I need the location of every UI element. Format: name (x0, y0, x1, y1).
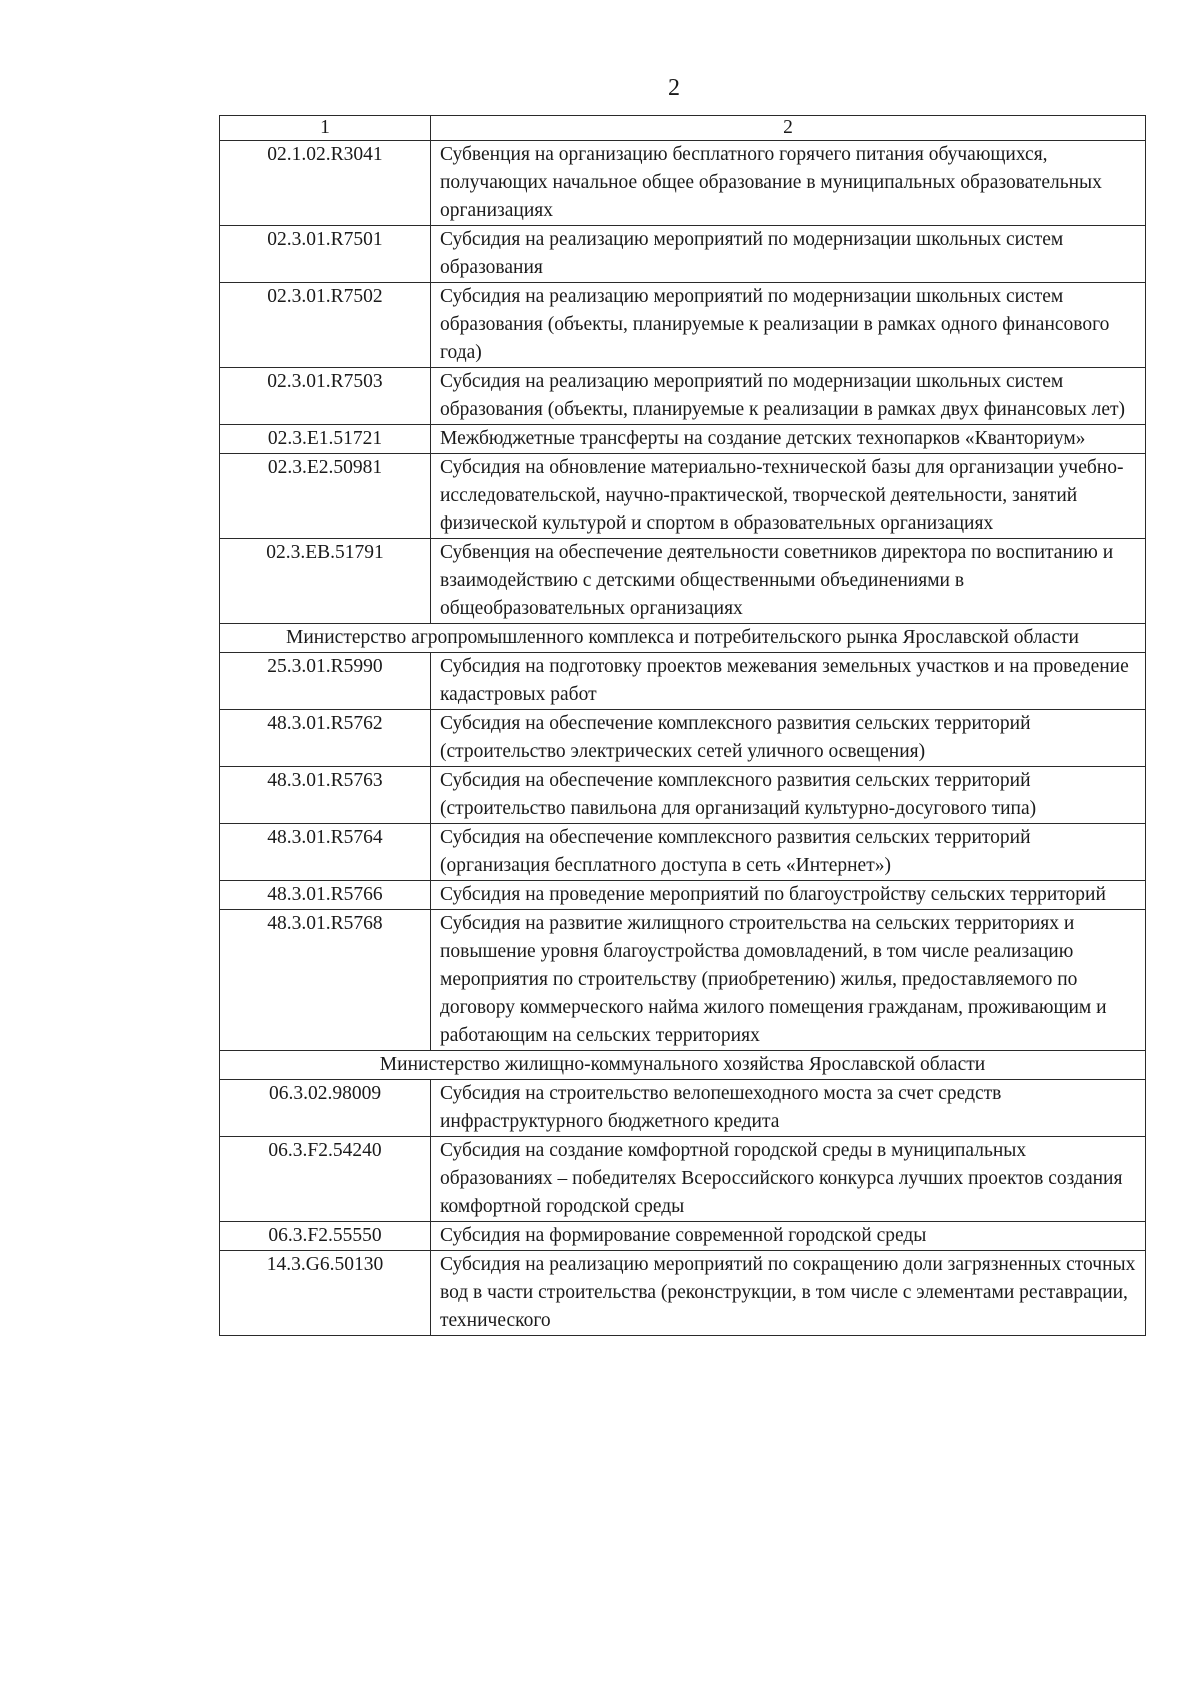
classification-code: 06.3.02.98009 (220, 1080, 431, 1137)
classification-code: 48.3.01.R5764 (220, 824, 431, 881)
table-row (220, 767, 1146, 824)
column-header-code: 1 (220, 116, 431, 141)
table-row (220, 226, 1146, 283)
table-row (220, 425, 1146, 454)
classification-code: 02.3.01.R7502 (220, 283, 431, 368)
classification-description: Субсидия на обновление материально-технической базы для организации учебно-исследовательской, научно-практической, творческой деятельности, занятий физической культурой и спортом в образовательных организациях (431, 454, 1146, 539)
table-row (220, 1222, 1146, 1251)
classification-description: Субсидия на реализацию мероприятий по модернизации школьных систем образования (объекты, планируемые к реализации в рамках двух финансовых лет) (431, 368, 1146, 425)
table-row (220, 368, 1146, 425)
classification-code: 02.1.02.R3041 (220, 141, 431, 226)
budget-classification-table (219, 115, 1146, 1336)
table-body (220, 141, 1146, 1336)
classification-description: Субсидия на реализацию мероприятий по сокращению доли загрязненных сточных вод в части строительства (реконструкции, в том числе с элементами реставрации, технического (431, 1251, 1146, 1336)
page-number: 2 (668, 75, 680, 101)
classification-description: Субсидия на обеспечение комплексного развития сельских территорий (строительство павильона для организаций культурно-досугового типа) (431, 767, 1146, 824)
column-header-description: 2 (431, 116, 1146, 141)
classification-description: Субсидия на строительство велопешеходного моста за счет средств инфраструктурного бюджетного кредита (431, 1080, 1146, 1137)
section-title: Министерство жилищно-коммунального хозяйства Ярославской области (220, 1051, 1146, 1080)
classification-description: Субсидия на создание комфортной городской среды в муниципальных образованиях – победителях Всероссийского конкурса лучших проектов создания комфортной городской среды (431, 1137, 1146, 1222)
table-row (220, 1251, 1146, 1336)
classification-description: Субсидия на формирование современной городской среды (431, 1222, 1146, 1251)
table-row (220, 454, 1146, 539)
classification-code: 48.3.01.R5762 (220, 710, 431, 767)
classification-description: Субсидия на обеспечение комплексного развития сельских территорий (строительство электрических сетей уличного освещения) (431, 710, 1146, 767)
classification-code: 02.3.EB.51791 (220, 539, 431, 624)
table-row (220, 539, 1146, 624)
classification-description: Субсидия на развитие жилищного строительства на сельских территориях и повышение уровня благоустройства домовладений, в том числе реализацию мероприятия по строительству (приобретению) жилья, предоставляемого по договору коммерческого найма жилого помещения гражданам, проживающим и работающим на сельских территориях (431, 910, 1146, 1051)
section-header-row (220, 624, 1146, 653)
classification-description: Субсидия на реализацию мероприятий по модернизации школьных систем образования (объекты, планируемые к реализации в рамках одного финансового года) (431, 283, 1146, 368)
classification-code: 02.3.E1.51721 (220, 425, 431, 454)
classification-code: 48.3.01.R5763 (220, 767, 431, 824)
section-header-row (220, 1051, 1146, 1080)
classification-code: 06.3.F2.55550 (220, 1222, 431, 1251)
table-row (220, 283, 1146, 368)
table-row (220, 710, 1146, 767)
classification-code: 14.3.G6.50130 (220, 1251, 431, 1336)
classification-code: 06.3.F2.54240 (220, 1137, 431, 1222)
classification-description: Субвенция на организацию бесплатного горячего питания обучающихся, получающих начальное общее образование в муниципальных образовательных организациях (431, 141, 1146, 226)
classification-description: Субвенция на обеспечение деятельности советников директора по воспитанию и взаимодействию с детскими общественными объединениями в общеобразовательных организациях (431, 539, 1146, 624)
table-row (220, 653, 1146, 710)
classification-description: Субсидия на обеспечение комплексного развития сельских территорий (организация бесплатного доступа в сеть «Интернет») (431, 824, 1146, 881)
classification-code: 02.3.01.R7503 (220, 368, 431, 425)
table-row (220, 910, 1146, 1051)
classification-code: 48.3.01.R5766 (220, 881, 431, 910)
classification-code: 02.3.E2.50981 (220, 454, 431, 539)
table-row (220, 1080, 1146, 1137)
table-row (220, 824, 1146, 881)
classification-description: Межбюджетные трансферты на создание детских технопарков «Кванториум» (431, 425, 1146, 454)
table-header-row (220, 116, 1146, 141)
classification-code: 48.3.01.R5768 (220, 910, 431, 1051)
classification-description: Субсидия на проведение мероприятий по благоустройству сельских территорий (431, 881, 1146, 910)
classification-code: 25.3.01.R5990 (220, 653, 431, 710)
table-row (220, 141, 1146, 226)
classification-description: Субсидия на подготовку проектов межевания земельных участков и на проведение кадастровых работ (431, 653, 1146, 710)
section-title: Министерство агропромышленного комплекса и потребительского рынка Ярославской области (220, 624, 1146, 653)
classification-description: Субсидия на реализацию мероприятий по модернизации школьных систем образования (431, 226, 1146, 283)
table-row (220, 1137, 1146, 1222)
table-row (220, 881, 1146, 910)
classification-code: 02.3.01.R7501 (220, 226, 431, 283)
